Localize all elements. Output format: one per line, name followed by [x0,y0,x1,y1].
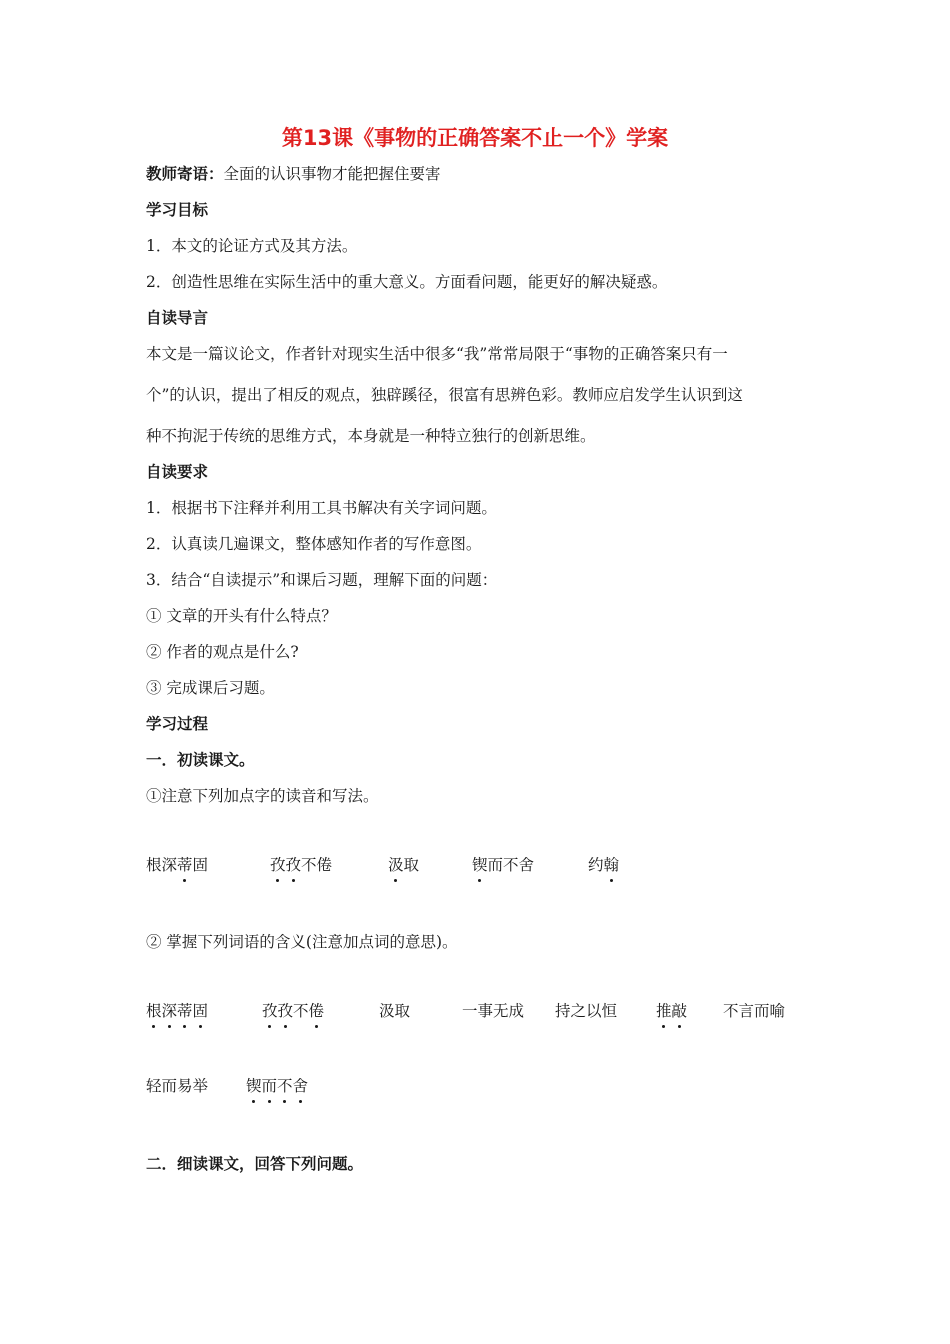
vocab-word [146,855,208,875]
guide-paragraph-line: 本文是一篇议论文，作者针对现实生活中很多“我”常常局限于“事物的正确答案只有一 [146,345,728,363]
vocab-word: 轻而易举 [146,1077,209,1095]
teacher-message-label: 教师寄语： [146,165,224,183]
word-char: 根 [146,856,162,874]
emphasis-dot-char: 蒂 [177,1002,193,1020]
vocab-word: 不言而喻 [723,1002,786,1020]
requirement-subitem: ① 文章的开头有什么特点？ [146,607,337,625]
word-char: 不 [293,1002,309,1020]
teacher-message-text: 全面的认识事物才能把握住要害 [223,165,441,183]
guide-paragraph-line: 种不拘泥于传统的思维方式，本身就是一种特立独行的创新思维。 [146,427,596,445]
word-char: 不 [301,856,317,874]
vocab-word: 持之以恒 [555,1002,618,1020]
emphasis-dot-char: 孜 [262,1002,278,1020]
requirement-subitem: ③ 完成课后习题。 [146,679,275,697]
vocab-word: 一事无成 [462,1002,525,1020]
requirement-item: 3．结合“自读提示”和课后习题，理解下面的问题： [146,571,498,589]
teacher-message [146,164,441,184]
part-two-heading: 二．细读课文，回答下列问题。 [146,1155,364,1173]
emphasis-dot-char: 孜 [277,1002,294,1020]
requirement-subitem: ② 作者的观点是什么? [146,643,299,661]
vocab-word [146,1001,208,1021]
emphasis-dot-char: 而 [261,1077,278,1095]
goal-item: 2．创造性思维在实际生活中的重大意义。方面看问题，能更好的解决疑惑。 [146,273,668,291]
emphasis-dot-char: 舍 [292,1077,309,1095]
section-heading-goals: 学习目标 [146,201,209,219]
word-char: 舍 [518,856,535,874]
question-one: ①注意下列加点字的读音和写法。 [146,787,379,805]
emphasis-dot-char: 蒂 [177,856,193,874]
vocab-word [270,855,332,875]
emphasis-dot-char: 固 [192,1002,209,1020]
word-char: 固 [192,856,209,874]
emphasis-dot-char: 汲 [388,856,404,874]
emphasis-dot-char: 推 [656,1002,672,1020]
vocab-word: 汲取 [379,1002,411,1020]
section-heading-requirements: 自读要求 [146,463,209,481]
emphasis-dot-char: 根 [146,1002,162,1020]
emphasis-dot-char: 孜 [270,856,286,874]
section-heading-process: 学习过程 [146,715,209,733]
word-char: 不 [503,856,519,874]
word-char: 取 [403,856,420,874]
emphasis-dot-char: 倦 [308,1002,325,1020]
emphasis-dot-char: 不 [277,1077,293,1095]
emphasis-dot-char: 敲 [671,1002,688,1020]
emphasis-dot-char: 锲 [472,856,488,874]
section-heading-guide: 自读导言 [146,309,209,327]
part-one-heading: 一．初读课文。 [146,751,255,769]
emphasis-dot-char: 深 [161,1002,178,1020]
word-char: 约 [588,856,604,874]
guide-paragraph-line: 个”的认识，提出了相反的观点，独辟蹊径，很富有思辨色彩。教师应启发学生认识到这 [146,386,743,404]
vocab-word [472,855,534,875]
vocab-word [388,855,419,875]
question-two: ② 掌握下列词语的含义(注意加点词的意思)。 [146,933,458,951]
word-char: 而 [487,856,504,874]
emphasis-dot-char: 翰 [603,856,620,874]
vocab-word [262,1001,324,1021]
emphasis-dot-char: 孜 [285,856,302,874]
vocab-word [656,1001,687,1021]
requirement-item: 1．根据书下注释并利用工具书解决有关字词问题。 [146,499,497,517]
vocab-word [246,1076,308,1096]
requirement-item: 2．认真读几遍课文，整体感知作者的写作意图。 [146,535,482,553]
vocab-word [588,855,619,875]
document-title: 第13课《事物的正确答案不止一个》学案 [281,126,669,150]
goal-item: 1．本文的论证方式及其方法。 [146,237,358,255]
word-char: 倦 [316,856,333,874]
word-char: 深 [161,856,178,874]
emphasis-dot-char: 锲 [246,1077,262,1095]
